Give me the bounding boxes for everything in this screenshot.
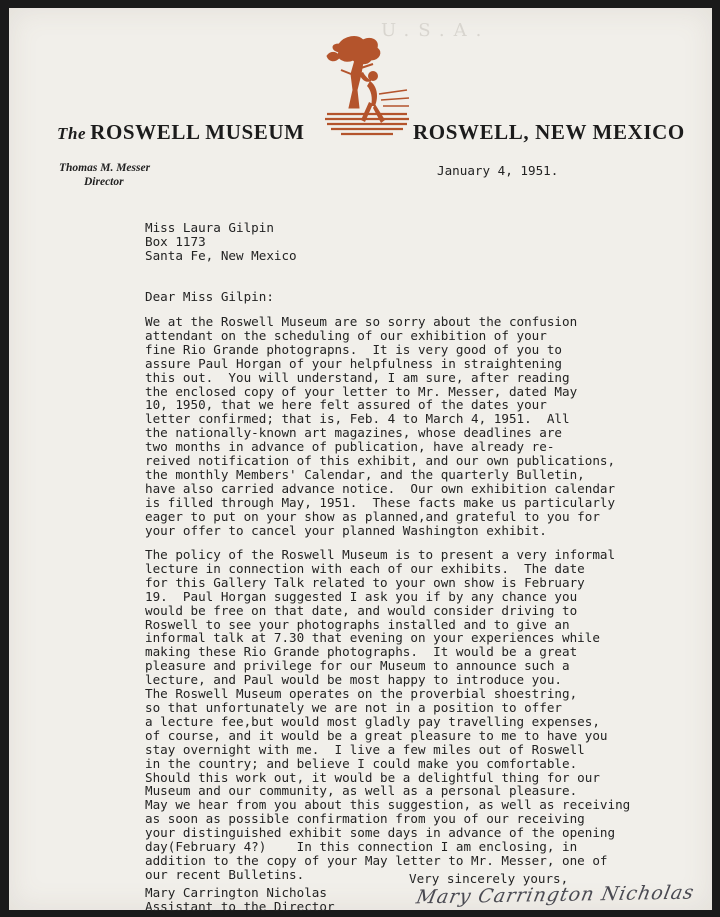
handwritten-signature: Mary Carrington Nicholas <box>414 881 697 909</box>
letterhead-location: ROSWELL, NEW MEXICO <box>413 120 685 144</box>
letter-date: January 4, 1951. <box>437 163 559 178</box>
director-name: Thomas M. Messer <box>59 162 151 174</box>
signer-name-title: Mary Carrington Nicholas Assistant to the Director <box>145 885 335 914</box>
recipient-address: Miss Laura Gilpin Box 1173 Santa Fe, New Mexico <box>145 220 297 263</box>
letter-page <box>9 8 712 914</box>
body-paragraph-1: We at the Roswell Museum are so sorry about the confusion attendant on the scheduling of our exhibition of your fine Rio Grande photograpns. It is very good of you to assure Paul Horgan of your helpfulness in straightening this out. You will understand, I am sure, after reading the enclosed copy of your letter to Mr. Messer, dated May 10, 1950, that we here felt assured of the dates your letter confirmed; that is, Feb. 4 to March 4, 1951. All the nationally-known art magazines, whose deadlines are two months in advance of publication, have already re- reived notification of this exhibit, and our own publications, the monthly Members' Calendar, and the quarterly Bulletin, have also carried advance notice. Our own exhibition calendar is filled through May, 1951. These facts make us particularly eager to put on your show as planned,and grateful to you for your offer to cancel your planned Washington exhibit. <box>145 314 616 538</box>
letterhead-the: The <box>57 124 87 143</box>
director-block <box>59 161 150 189</box>
closing: Very sincerely yours, <box>409 871 569 886</box>
watermark: U.S.A. <box>381 20 491 41</box>
letterhead-museum-name: ROSWELL MUSEUM <box>90 120 305 144</box>
body-paragraph-2: The policy of the Roswell Museum is to present a very informal lecture in connection with each of our exhibits. The date for this Gallery Talk related to your own show is February 19. Paul Horgan suggested I ask you if by any chance you would be free on that date, and would consider driving to Roswell to see your photographs installed and to give an informal talk at 7.30 that evening on your experiences while making these Rio Grande photographs. It would be a great pleasure and privilege for our Museum to announce such a lecture, and Paul would be most happy to introduce you. The Roswell Museum operates on the proverbial shoestring, so that unfortunately we are not in a position to offer a lecture fee,but would most gladly pay travelling expenses, of course, and it would be a great pleasure to me to have you stay overnight with me. I live a few miles out of Roswell in the country; and believe I could make you comfortable. Should this work out, it would be a delightful thing for our Museum and our community, as well as a personal pleasure. May we hear from you about this suggestion, as well as receiving as soon as possible confirmation from you of our receiving your distinguished exhibit some days in advance of the opening day(February 4?) In this connection I am enclosing, in addition to the copy of your May letter to Mr. Messer, one of our recent Bulletins. <box>145 547 631 882</box>
letterhead-museum <box>57 120 305 145</box>
salutation: Dear Miss Gilpin: <box>145 289 274 304</box>
director-title: Director <box>84 176 124 188</box>
tree-and-figure-woodcut-icon <box>321 34 413 140</box>
